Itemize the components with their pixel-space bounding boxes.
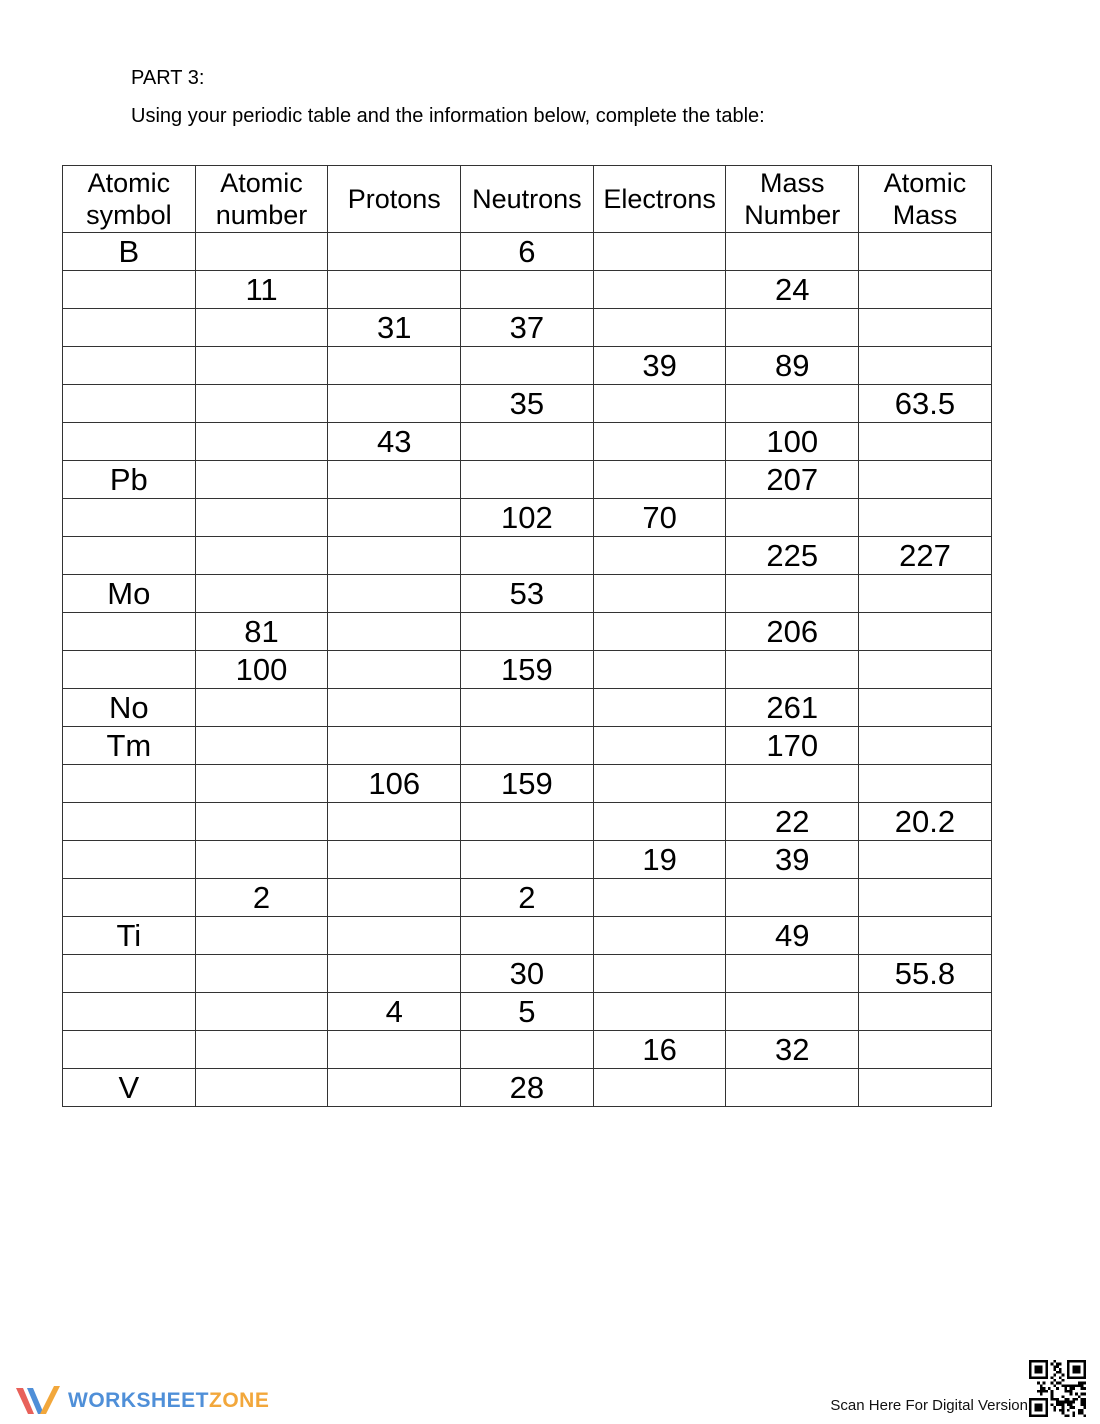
table-cell[interactable] <box>593 385 726 423</box>
table-cell[interactable] <box>859 993 992 1031</box>
table-cell[interactable] <box>195 917 328 955</box>
atom-data-table <box>62 165 992 1107</box>
table-cell[interactable] <box>328 955 461 993</box>
table-cell[interactable] <box>593 879 726 917</box>
table-cell[interactable] <box>593 309 726 347</box>
table-cell[interactable]: 261 <box>726 689 859 727</box>
column-header <box>726 166 859 233</box>
table-cell[interactable] <box>63 803 196 841</box>
table-row <box>63 347 992 385</box>
table-row <box>63 499 992 537</box>
table-cell[interactable]: 89 <box>726 347 859 385</box>
table-cell[interactable] <box>195 347 328 385</box>
column-header-text: Number <box>744 200 841 230</box>
table-cell[interactable] <box>461 613 594 651</box>
table-cell[interactable]: 55.8 <box>859 955 992 993</box>
table-cell[interactable]: 102 <box>461 499 594 537</box>
table-cell[interactable] <box>461 347 594 385</box>
table-cell[interactable]: 206 <box>726 613 859 651</box>
table-cell[interactable]: 49 <box>726 917 859 955</box>
column-header-text: Atomic <box>220 168 303 198</box>
table-cell[interactable] <box>195 423 328 461</box>
table-row <box>63 803 992 841</box>
brand-name-part1: WORKSHEET <box>68 1389 209 1412</box>
table-cell[interactable]: No <box>63 689 196 727</box>
table-cell[interactable] <box>726 575 859 613</box>
table-cell[interactable] <box>859 1031 992 1069</box>
table-cell[interactable] <box>726 879 859 917</box>
column-header-text: Mass <box>760 168 825 198</box>
table-cell[interactable] <box>328 917 461 955</box>
table-cell[interactable] <box>593 461 726 499</box>
table-cell[interactable] <box>63 879 196 917</box>
table-cell[interactable] <box>593 575 726 613</box>
table-cell[interactable] <box>63 955 196 993</box>
table-cell[interactable] <box>593 233 726 271</box>
table-row <box>63 765 992 803</box>
table-cell[interactable] <box>328 613 461 651</box>
table-row <box>63 233 992 271</box>
table-row <box>63 271 992 309</box>
table-cell[interactable] <box>63 651 196 689</box>
table-cell[interactable] <box>328 499 461 537</box>
table-cell[interactable] <box>63 841 196 879</box>
table-cell[interactable]: 159 <box>461 651 594 689</box>
table-cell[interactable]: 2 <box>461 879 594 917</box>
table-cell[interactable] <box>859 613 992 651</box>
table-cell[interactable] <box>859 879 992 917</box>
instructions-text: Using your periodic table and the information below, complete the table: <box>131 105 765 127</box>
table-cell[interactable] <box>859 1069 992 1107</box>
table-cell[interactable]: 11 <box>195 271 328 309</box>
table-cell[interactable] <box>461 841 594 879</box>
table-cell[interactable]: 39 <box>726 841 859 879</box>
table-cell[interactable]: 28 <box>461 1069 594 1107</box>
table-cell[interactable] <box>726 499 859 537</box>
table-cell[interactable] <box>195 955 328 993</box>
table-cell[interactable] <box>328 689 461 727</box>
table-cell[interactable] <box>63 613 196 651</box>
column-header-text: symbol <box>86 200 172 230</box>
qr-code-icon[interactable] <box>1029 1360 1086 1417</box>
table-row <box>63 651 992 689</box>
table-cell[interactable]: 81 <box>195 613 328 651</box>
table-cell[interactable] <box>195 233 328 271</box>
table-cell[interactable]: 24 <box>726 271 859 309</box>
table-cell[interactable] <box>195 1069 328 1107</box>
column-header-text: Atomic <box>883 168 967 198</box>
table-cell[interactable] <box>195 537 328 575</box>
table-cell[interactable] <box>726 993 859 1031</box>
table-cell[interactable] <box>328 271 461 309</box>
table-cell[interactable]: Mo <box>63 575 196 613</box>
table-cell[interactable] <box>461 537 594 575</box>
table-cell[interactable] <box>328 841 461 879</box>
table-row <box>63 917 992 955</box>
table-header-row <box>63 166 992 233</box>
column-header <box>328 166 461 233</box>
table-cell[interactable] <box>859 575 992 613</box>
table-cell[interactable] <box>195 385 328 423</box>
table-cell[interactable]: Tm <box>63 727 196 765</box>
column-header <box>593 166 726 233</box>
table-cell[interactable] <box>328 233 461 271</box>
table-cell[interactable]: 207 <box>726 461 859 499</box>
table-cell[interactable] <box>63 271 196 309</box>
table-cell[interactable] <box>195 765 328 803</box>
table-cell[interactable] <box>328 575 461 613</box>
table-row <box>63 385 992 423</box>
table-cell[interactable] <box>195 727 328 765</box>
table-cell[interactable] <box>328 537 461 575</box>
table-cell[interactable] <box>461 727 594 765</box>
part-title: PART 3: <box>131 67 205 89</box>
table-cell[interactable] <box>859 233 992 271</box>
table-cell[interactable] <box>726 233 859 271</box>
table-cell[interactable] <box>328 879 461 917</box>
table-row <box>63 537 992 575</box>
table-row <box>63 575 992 613</box>
table-cell[interactable] <box>328 385 461 423</box>
table-cell[interactable] <box>195 461 328 499</box>
table-cell[interactable]: 70 <box>593 499 726 537</box>
table-cell[interactable]: 39 <box>593 347 726 385</box>
table-cell[interactable]: 19 <box>593 841 726 879</box>
table-cell[interactable] <box>195 1031 328 1069</box>
table-cell[interactable] <box>859 917 992 955</box>
table-cell[interactable]: 37 <box>461 309 594 347</box>
table-cell[interactable]: 106 <box>328 765 461 803</box>
table-cell[interactable]: 22 <box>726 803 859 841</box>
column-header-text: Protons <box>347 184 441 214</box>
table-cell[interactable]: 53 <box>461 575 594 613</box>
table-cell[interactable]: 100 <box>726 423 859 461</box>
table-cell[interactable] <box>63 1031 196 1069</box>
table-row <box>63 727 992 765</box>
table-cell[interactable] <box>195 689 328 727</box>
table-cell[interactable] <box>593 955 726 993</box>
table-cell[interactable] <box>593 993 726 1031</box>
table-cell[interactable] <box>859 727 992 765</box>
table-cell[interactable]: 31 <box>328 309 461 347</box>
table-row <box>63 993 992 1031</box>
column-header <box>195 166 328 233</box>
column-header-text: Mass <box>892 200 958 230</box>
table-cell[interactable]: 159 <box>461 765 594 803</box>
brand-name <box>68 1389 269 1413</box>
table-cell[interactable] <box>859 689 992 727</box>
table-cell[interactable] <box>328 727 461 765</box>
table-cell[interactable] <box>63 499 196 537</box>
table-cell[interactable] <box>63 993 196 1031</box>
table-row <box>63 461 992 499</box>
table-row <box>63 1069 992 1107</box>
table-cell[interactable]: 32 <box>726 1031 859 1069</box>
table-cell[interactable] <box>63 385 196 423</box>
table-cell[interactable] <box>726 1069 859 1107</box>
table-cell[interactable] <box>859 499 992 537</box>
table-cell[interactable] <box>726 651 859 689</box>
table-cell[interactable] <box>859 271 992 309</box>
table-cell[interactable]: Ti <box>63 917 196 955</box>
table-cell[interactable] <box>63 309 196 347</box>
table-cell[interactable] <box>593 917 726 955</box>
brand-logo[interactable] <box>14 1384 269 1418</box>
table-cell[interactable] <box>195 309 328 347</box>
table-cell[interactable] <box>726 765 859 803</box>
table-row <box>63 309 992 347</box>
table-cell[interactable] <box>195 803 328 841</box>
table-cell[interactable] <box>726 385 859 423</box>
column-header <box>859 166 992 233</box>
table-cell[interactable]: Pb <box>63 461 196 499</box>
table-row <box>63 841 992 879</box>
table-cell[interactable] <box>461 803 594 841</box>
table-cell[interactable] <box>461 689 594 727</box>
table-row <box>63 423 992 461</box>
table-cell[interactable] <box>859 841 992 879</box>
table-cell[interactable] <box>328 347 461 385</box>
table-cell[interactable] <box>593 727 726 765</box>
table-cell[interactable] <box>195 499 328 537</box>
table-cell[interactable] <box>328 651 461 689</box>
table-cell[interactable]: 227 <box>859 537 992 575</box>
table-cell[interactable] <box>593 613 726 651</box>
table-cell[interactable] <box>461 271 594 309</box>
worksheetzone-logo-icon <box>14 1384 62 1418</box>
table-cell[interactable]: 2 <box>195 879 328 917</box>
table-cell[interactable] <box>859 651 992 689</box>
table-cell[interactable] <box>461 423 594 461</box>
table-cell[interactable] <box>195 841 328 879</box>
table-cell[interactable] <box>593 271 726 309</box>
table-cell[interactable] <box>195 993 328 1031</box>
table-cell[interactable] <box>593 765 726 803</box>
table-row <box>63 613 992 651</box>
table-cell[interactable]: 35 <box>461 385 594 423</box>
table-cell[interactable] <box>63 347 196 385</box>
column-header <box>461 166 594 233</box>
table-cell[interactable] <box>328 1031 461 1069</box>
table-cell[interactable]: 43 <box>328 423 461 461</box>
table-cell[interactable]: 63.5 <box>859 385 992 423</box>
table-cell[interactable] <box>328 1069 461 1107</box>
table-cell[interactable] <box>726 309 859 347</box>
column-header-text: number <box>215 200 308 230</box>
table-cell[interactable]: V <box>63 1069 196 1107</box>
table-cell[interactable]: 225 <box>726 537 859 575</box>
table-row <box>63 689 992 727</box>
brand-name-part2: ZONE <box>209 1389 270 1412</box>
table-cell[interactable]: 170 <box>726 727 859 765</box>
table-cell[interactable] <box>328 461 461 499</box>
table-cell[interactable] <box>593 689 726 727</box>
table-cell[interactable]: 16 <box>593 1031 726 1069</box>
table-cell[interactable]: 5 <box>461 993 594 1031</box>
table-row <box>63 955 992 993</box>
table-cell[interactable]: 20.2 <box>859 803 992 841</box>
table-cell[interactable] <box>63 423 196 461</box>
column-header-text: Neutrons <box>472 184 582 214</box>
table-cell[interactable] <box>63 537 196 575</box>
table-cell[interactable]: B <box>63 233 196 271</box>
table-cell[interactable]: 4 <box>328 993 461 1031</box>
table-cell[interactable] <box>63 765 196 803</box>
column-header-text: Atomic <box>87 168 171 198</box>
table-cell[interactable] <box>726 955 859 993</box>
table-cell[interactable] <box>859 461 992 499</box>
table-cell[interactable]: 30 <box>461 955 594 993</box>
column-header-text: Electrons <box>603 184 716 214</box>
table-cell[interactable] <box>195 575 328 613</box>
table-cell[interactable] <box>461 1031 594 1069</box>
table-cell[interactable] <box>461 917 594 955</box>
table-cell[interactable] <box>593 1069 726 1107</box>
table-body <box>63 233 992 1107</box>
column-header <box>63 166 196 233</box>
table-cell[interactable]: 6 <box>461 233 594 271</box>
table-cell[interactable] <box>461 461 594 499</box>
table-cell[interactable] <box>859 423 992 461</box>
table-cell[interactable] <box>593 537 726 575</box>
table-row <box>63 1031 992 1069</box>
table-cell[interactable] <box>593 651 726 689</box>
table-cell[interactable]: 100 <box>195 651 328 689</box>
table-cell[interactable] <box>859 347 992 385</box>
table-cell[interactable] <box>593 803 726 841</box>
table-cell[interactable] <box>859 309 992 347</box>
table-row <box>63 879 992 917</box>
table-cell[interactable] <box>328 803 461 841</box>
table-cell[interactable] <box>859 765 992 803</box>
scan-instruction: Scan Here For Digital Version <box>830 1397 1028 1414</box>
table-cell[interactable] <box>593 423 726 461</box>
